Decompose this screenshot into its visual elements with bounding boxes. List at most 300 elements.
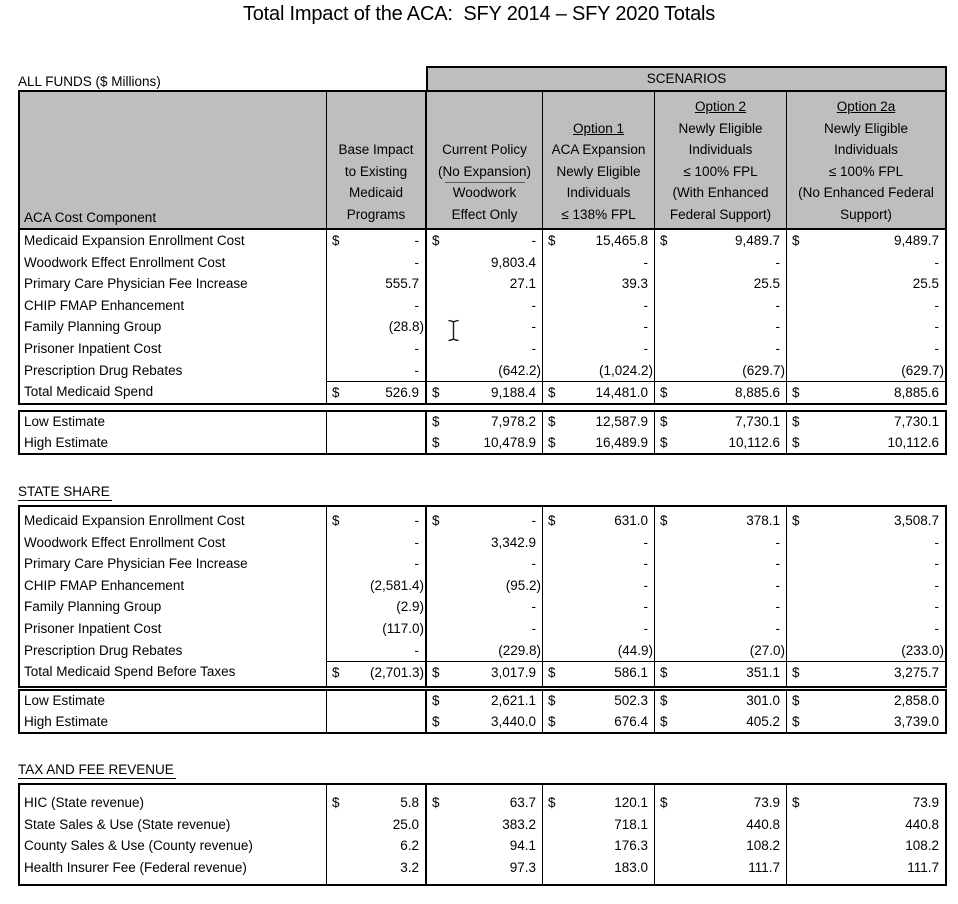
cell-value: 440.8 bbox=[746, 816, 780, 832]
header-line: Individuals bbox=[688, 142, 753, 157]
spacer-cell bbox=[326, 785, 425, 792]
cell-value: 8,885.6 bbox=[734, 385, 780, 401]
value-cell bbox=[786, 412, 945, 433]
value-cell bbox=[542, 618, 654, 640]
cell-value: 351.1 bbox=[746, 665, 780, 681]
spacer-cell bbox=[20, 878, 326, 884]
cell-value: 10,112.6 bbox=[887, 434, 939, 450]
cell-value: - bbox=[934, 556, 939, 572]
value-cell bbox=[654, 814, 786, 836]
header-line: to Existing bbox=[344, 163, 408, 179]
value-cell bbox=[425, 412, 542, 433]
row-label: Prisoner Inpatient Cost bbox=[24, 340, 162, 356]
cell-value: 3,739.0 bbox=[893, 713, 939, 729]
value-cell bbox=[425, 792, 542, 814]
header-line: ≤ 100% FPL bbox=[828, 163, 904, 179]
header-line: Current Policy bbox=[442, 142, 527, 157]
spacer-cell bbox=[786, 785, 945, 792]
cell-value: 440.8 bbox=[905, 816, 939, 832]
value-cell bbox=[786, 273, 945, 295]
header-line: Option 2 bbox=[694, 99, 747, 114]
spacer-cell bbox=[425, 878, 542, 884]
value-cell bbox=[786, 381, 945, 403]
value-cell bbox=[786, 316, 945, 338]
cell-value: 25.5 bbox=[753, 276, 780, 292]
cell-value: 5.8 bbox=[400, 795, 419, 810]
value-cell bbox=[425, 295, 542, 317]
value-cell bbox=[542, 412, 654, 433]
cell-value: (629.7) bbox=[742, 362, 785, 378]
cell-value: 718.1 bbox=[614, 816, 648, 832]
value-cell bbox=[326, 510, 425, 532]
cell-value: - bbox=[531, 620, 536, 636]
header-line: Newly Eligible bbox=[556, 163, 641, 179]
cell-value: 9,489.7 bbox=[734, 233, 780, 248]
spacer-cell bbox=[654, 785, 786, 792]
value-cell bbox=[542, 835, 654, 857]
value-cell bbox=[425, 814, 542, 836]
cell-value: 10,112.6 bbox=[728, 434, 780, 450]
dollar-sign: $ bbox=[660, 513, 668, 528]
dollar-sign: $ bbox=[792, 513, 800, 528]
cell-value: (229.8) bbox=[498, 642, 541, 658]
value-cell bbox=[654, 252, 786, 274]
dollar-sign: $ bbox=[548, 795, 556, 810]
spacer-cell bbox=[425, 785, 542, 792]
cell-value: 3,342.9 bbox=[490, 534, 536, 550]
dollar-sign: $ bbox=[432, 713, 440, 729]
cell-value: - bbox=[775, 620, 780, 636]
cell-value: - bbox=[414, 362, 419, 378]
dollar-sign: $ bbox=[660, 795, 668, 810]
dollar-sign: $ bbox=[660, 233, 668, 248]
cell-value: 10,478.9 bbox=[483, 434, 536, 450]
value-cell bbox=[326, 661, 425, 683]
cell-value: 3,508.7 bbox=[893, 513, 939, 528]
value-cell bbox=[326, 857, 425, 879]
value-cell bbox=[425, 316, 542, 338]
cell-value: 12,587.9 bbox=[595, 414, 648, 429]
cell-value: - bbox=[643, 319, 648, 335]
cell-value: 6.2 bbox=[400, 838, 419, 854]
row-label: Total Medicaid Spend bbox=[24, 384, 154, 400]
cell-value: 39.3 bbox=[621, 276, 648, 292]
column-header-option-2 bbox=[654, 92, 786, 230]
spacer-cell bbox=[542, 878, 654, 884]
value-cell bbox=[654, 360, 786, 382]
value-cell bbox=[326, 596, 425, 618]
cell-value: (44.9) bbox=[617, 642, 653, 658]
value-cell bbox=[542, 553, 654, 575]
cell-value: 555.7 bbox=[385, 276, 419, 292]
value-cell bbox=[654, 712, 786, 733]
value-cell bbox=[654, 661, 786, 683]
row-label: Total Medicaid Spend Before Taxes bbox=[24, 664, 236, 680]
cell-value: - bbox=[414, 297, 419, 313]
dollar-sign: $ bbox=[548, 513, 556, 528]
dollar-sign: $ bbox=[548, 233, 556, 248]
value-cell bbox=[425, 381, 542, 403]
value-cell bbox=[786, 835, 945, 857]
column-header-base-impact bbox=[326, 92, 425, 230]
value-cell bbox=[654, 618, 786, 640]
row-label: HIC (State revenue) bbox=[24, 795, 145, 810]
dollar-sign: $ bbox=[660, 693, 668, 708]
dollar-sign: $ bbox=[660, 414, 668, 429]
value-cell bbox=[542, 712, 654, 733]
cell-value: - bbox=[531, 233, 536, 248]
dollar-sign: $ bbox=[792, 233, 800, 248]
cell-value: 9,489.7 bbox=[893, 233, 939, 248]
cell-value: - bbox=[934, 297, 939, 313]
value-cell bbox=[326, 295, 425, 317]
value-cell bbox=[425, 661, 542, 683]
header-line: Medicaid bbox=[348, 185, 404, 200]
value-cell bbox=[326, 532, 425, 554]
cell-value: - bbox=[643, 599, 648, 615]
header-line: (With Enhanced bbox=[672, 185, 769, 200]
value-cell bbox=[425, 252, 542, 274]
dollar-sign: $ bbox=[432, 795, 440, 810]
cell-value: 301.0 bbox=[746, 693, 780, 708]
value-cell bbox=[654, 510, 786, 532]
value-cell bbox=[425, 553, 542, 575]
cell-value: - bbox=[414, 340, 419, 356]
value-cell bbox=[425, 433, 542, 454]
cell-value: (1,024.2) bbox=[598, 362, 653, 378]
cell-value: 3,275.7 bbox=[893, 665, 939, 681]
cell-value: 25.5 bbox=[912, 276, 939, 292]
cell-value: 3.2 bbox=[400, 859, 419, 875]
value-cell bbox=[654, 640, 786, 662]
cell-value: - bbox=[643, 534, 648, 550]
cell-value: 15,465.8 bbox=[595, 233, 648, 248]
value-cell bbox=[326, 553, 425, 575]
value-cell bbox=[425, 338, 542, 360]
cell-value: 14,481.0 bbox=[595, 385, 648, 401]
value-cell bbox=[786, 553, 945, 575]
dollar-sign: $ bbox=[432, 665, 440, 681]
row-label: Family Planning Group bbox=[24, 599, 162, 615]
row-label: Prescription Drug Rebates bbox=[24, 642, 183, 658]
dollar-sign: $ bbox=[332, 665, 340, 681]
header-line: Option 2a bbox=[836, 99, 896, 114]
value-cell bbox=[326, 412, 425, 433]
cell-value: 73.9 bbox=[753, 795, 780, 810]
value-cell bbox=[326, 814, 425, 836]
cell-value: 7,978.2 bbox=[490, 414, 536, 429]
column-header-aca-cost-component: ACA Cost Component bbox=[20, 92, 326, 230]
cell-value: - bbox=[934, 254, 939, 270]
tax-fee-revenue-table bbox=[18, 783, 947, 886]
cell-value: (27.0) bbox=[749, 642, 785, 658]
header-line: ≤ 138% FPL bbox=[561, 206, 636, 222]
value-cell bbox=[786, 252, 945, 274]
cell-value: (642.2) bbox=[498, 362, 541, 378]
dollar-sign: $ bbox=[548, 713, 556, 729]
cell-value: 586.1 bbox=[614, 665, 648, 681]
spacer-cell bbox=[542, 785, 654, 792]
value-cell bbox=[425, 712, 542, 733]
cell-value: - bbox=[531, 297, 536, 313]
value-cell bbox=[542, 252, 654, 274]
cell-value: (629.7) bbox=[901, 362, 944, 378]
value-cell bbox=[542, 433, 654, 454]
dollar-sign: $ bbox=[660, 434, 668, 450]
cell-value: - bbox=[775, 534, 780, 550]
cell-value: 108.2 bbox=[905, 838, 939, 854]
value-cell bbox=[542, 510, 654, 532]
value-cell bbox=[542, 230, 654, 252]
dollar-sign: $ bbox=[332, 795, 340, 810]
value-cell bbox=[326, 273, 425, 295]
row-label: Prescription Drug Rebates bbox=[24, 362, 183, 378]
value-cell bbox=[654, 691, 786, 712]
cell-value: 120.1 bbox=[614, 795, 648, 810]
cell-value: 502.3 bbox=[614, 693, 648, 708]
cell-value: - bbox=[643, 297, 648, 313]
value-cell bbox=[654, 835, 786, 857]
state-share-table bbox=[18, 505, 947, 688]
dollar-sign: $ bbox=[660, 665, 668, 681]
dollar-sign: $ bbox=[432, 233, 440, 248]
header-line: (No Enhanced Federal bbox=[798, 185, 934, 200]
cell-value: - bbox=[414, 254, 419, 270]
cell-value: (2,581.4) bbox=[369, 577, 424, 593]
header-line: Individuals bbox=[834, 142, 898, 157]
value-cell bbox=[326, 575, 425, 597]
cell-value: - bbox=[934, 620, 939, 636]
header-line: Federal Support) bbox=[669, 206, 772, 222]
value-cell bbox=[542, 857, 654, 879]
value-cell bbox=[542, 596, 654, 618]
cell-value: (95.2) bbox=[505, 577, 541, 593]
cell-value: (117.0) bbox=[382, 620, 424, 636]
value-cell bbox=[542, 792, 654, 814]
cell-value: - bbox=[775, 340, 780, 356]
row-label: High Estimate bbox=[24, 713, 109, 729]
value-cell bbox=[326, 640, 425, 662]
row-label: Woodwork Effect Enrollment Cost bbox=[24, 254, 226, 270]
dollar-sign: $ bbox=[332, 513, 340, 528]
cell-value: 676.4 bbox=[614, 713, 648, 729]
value-cell bbox=[786, 230, 945, 252]
value-cell bbox=[654, 338, 786, 360]
value-cell bbox=[786, 661, 945, 683]
value-cell bbox=[326, 338, 425, 360]
cell-value: (28.8) bbox=[388, 319, 424, 335]
header-line: Base Impact bbox=[338, 142, 414, 157]
value-cell bbox=[786, 510, 945, 532]
section-label-all-funds: ALL FUNDS ($ Millions) bbox=[18, 74, 161, 89]
row-label: Family Planning Group bbox=[24, 319, 162, 335]
cell-value: - bbox=[775, 297, 780, 313]
header-line: Woodwork bbox=[427, 182, 542, 204]
value-cell bbox=[786, 532, 945, 554]
value-cell bbox=[654, 295, 786, 317]
dollar-sign: $ bbox=[432, 434, 440, 450]
value-cell bbox=[542, 338, 654, 360]
value-cell bbox=[542, 316, 654, 338]
cell-value: - bbox=[531, 513, 536, 528]
value-cell bbox=[425, 691, 542, 712]
cell-value: - bbox=[775, 556, 780, 572]
cell-value: 378.1 bbox=[746, 513, 780, 528]
cell-value: - bbox=[643, 340, 648, 356]
state-share-estimates-table bbox=[18, 689, 947, 734]
cell-value: 2,858.0 bbox=[893, 693, 939, 708]
value-cell bbox=[326, 712, 425, 733]
value-cell bbox=[425, 640, 542, 662]
value-cell bbox=[425, 510, 542, 532]
cell-value: - bbox=[643, 254, 648, 270]
cell-value: - bbox=[934, 534, 939, 550]
value-cell bbox=[654, 553, 786, 575]
cell-value: - bbox=[414, 534, 419, 550]
dollar-sign: $ bbox=[660, 385, 668, 401]
value-cell bbox=[786, 712, 945, 733]
header-line: Support) bbox=[840, 206, 892, 222]
value-cell bbox=[786, 792, 945, 814]
cell-value: - bbox=[643, 556, 648, 572]
cell-value: 383.2 bbox=[502, 816, 536, 832]
value-cell bbox=[326, 792, 425, 814]
section-label-tax-fee-revenue: TAX AND FEE REVENUE bbox=[18, 762, 174, 777]
cell-value: - bbox=[414, 556, 419, 572]
value-cell bbox=[786, 433, 945, 454]
column-header-option-1 bbox=[542, 92, 654, 230]
value-cell bbox=[786, 640, 945, 662]
cell-value: 405.2 bbox=[746, 713, 780, 729]
value-cell bbox=[326, 433, 425, 454]
value-cell bbox=[326, 835, 425, 857]
header-line: ≤ 100% FPL bbox=[683, 163, 758, 179]
all-funds-estimates-table bbox=[18, 410, 947, 455]
row-label: Primary Care Physician Fee Increase bbox=[24, 556, 248, 572]
spacer-cell bbox=[20, 683, 326, 686]
cell-value: 176.3 bbox=[614, 838, 648, 854]
cell-value: - bbox=[414, 642, 419, 658]
cell-value: 8,885.6 bbox=[893, 385, 939, 401]
cell-value: - bbox=[531, 599, 536, 615]
dollar-sign: $ bbox=[548, 414, 556, 429]
dollar-sign: $ bbox=[792, 385, 800, 401]
cell-value: (2,701.3) bbox=[369, 665, 424, 681]
cell-value: - bbox=[414, 513, 419, 528]
cell-value: (233.0) bbox=[901, 642, 944, 658]
cell-value: 63.7 bbox=[509, 795, 536, 810]
value-cell bbox=[654, 532, 786, 554]
value-cell bbox=[786, 338, 945, 360]
cell-value: - bbox=[934, 340, 939, 356]
cell-value: 25.0 bbox=[392, 816, 419, 832]
dollar-sign: $ bbox=[792, 434, 800, 450]
dollar-sign: $ bbox=[548, 385, 556, 401]
cell-value: - bbox=[775, 577, 780, 593]
cell-value: 9,803.4 bbox=[490, 254, 536, 270]
header-line: Individuals bbox=[566, 185, 631, 200]
cell-value: 631.0 bbox=[614, 513, 648, 528]
value-cell bbox=[542, 381, 654, 403]
cell-value: 97.3 bbox=[509, 859, 536, 875]
cell-value: - bbox=[934, 577, 939, 593]
value-cell bbox=[326, 691, 425, 712]
row-label: CHIP FMAP Enhancement bbox=[24, 297, 185, 313]
dollar-sign: $ bbox=[660, 713, 668, 729]
value-cell bbox=[786, 814, 945, 836]
row-label: Medicaid Expansion Enrollment Cost bbox=[24, 233, 245, 248]
value-cell bbox=[786, 596, 945, 618]
header-line: Option 1 bbox=[572, 120, 625, 136]
cell-value: - bbox=[775, 254, 780, 270]
row-label: CHIP FMAP Enhancement bbox=[24, 577, 185, 593]
cell-value: 111.7 bbox=[748, 859, 780, 875]
cell-value: 108.2 bbox=[746, 838, 780, 854]
value-cell bbox=[542, 814, 654, 836]
cell-value: - bbox=[414, 233, 419, 248]
dollar-sign: $ bbox=[792, 795, 800, 810]
cell-value: - bbox=[531, 340, 536, 356]
dollar-sign: $ bbox=[792, 414, 800, 429]
dollar-sign: $ bbox=[332, 233, 340, 248]
dollar-sign: $ bbox=[792, 665, 800, 681]
header-line: Programs bbox=[346, 206, 406, 222]
cell-value: - bbox=[643, 577, 648, 593]
row-label: Health Insurer Fee (Federal revenue) bbox=[24, 859, 247, 875]
value-cell bbox=[654, 230, 786, 252]
value-cell bbox=[654, 596, 786, 618]
header-line: Effect Only bbox=[451, 206, 518, 222]
cell-value: - bbox=[775, 319, 780, 335]
value-cell bbox=[326, 618, 425, 640]
value-cell bbox=[326, 316, 425, 338]
value-cell bbox=[542, 295, 654, 317]
header-line: Newly Eligible bbox=[678, 120, 763, 136]
value-cell bbox=[542, 360, 654, 382]
value-cell bbox=[425, 835, 542, 857]
cell-value: 73.9 bbox=[912, 795, 939, 810]
value-cell bbox=[425, 273, 542, 295]
dollar-sign: $ bbox=[792, 693, 800, 708]
row-label: Prisoner Inpatient Cost bbox=[24, 620, 162, 636]
value-cell bbox=[425, 532, 542, 554]
value-cell bbox=[542, 691, 654, 712]
row-label: State Sales & Use (State revenue) bbox=[24, 816, 231, 832]
value-cell bbox=[425, 596, 542, 618]
cell-value: 7,730.1 bbox=[734, 414, 780, 429]
value-cell bbox=[326, 381, 425, 403]
value-cell bbox=[425, 575, 542, 597]
dollar-sign: $ bbox=[548, 434, 556, 450]
cell-value: - bbox=[531, 319, 536, 335]
cell-value: 9,188.4 bbox=[490, 385, 536, 401]
all-funds-table bbox=[18, 90, 947, 405]
text-cursor-icon bbox=[447, 319, 460, 347]
dollar-sign: $ bbox=[792, 713, 800, 729]
section-label-state-share: STATE SHARE bbox=[18, 484, 110, 499]
column-header-option-2a bbox=[786, 92, 945, 230]
cell-value: - bbox=[934, 599, 939, 615]
value-cell bbox=[425, 857, 542, 879]
cell-value: - bbox=[934, 319, 939, 335]
dollar-sign: $ bbox=[432, 693, 440, 708]
spacer-cell bbox=[20, 785, 326, 792]
value-cell bbox=[654, 433, 786, 454]
cell-value: - bbox=[531, 556, 536, 572]
value-cell bbox=[654, 316, 786, 338]
page-title: Total Impact of the ACA: SFY 2014 – SFY 2020 Totals bbox=[242, 3, 716, 25]
row-label: Low Estimate bbox=[24, 693, 106, 708]
